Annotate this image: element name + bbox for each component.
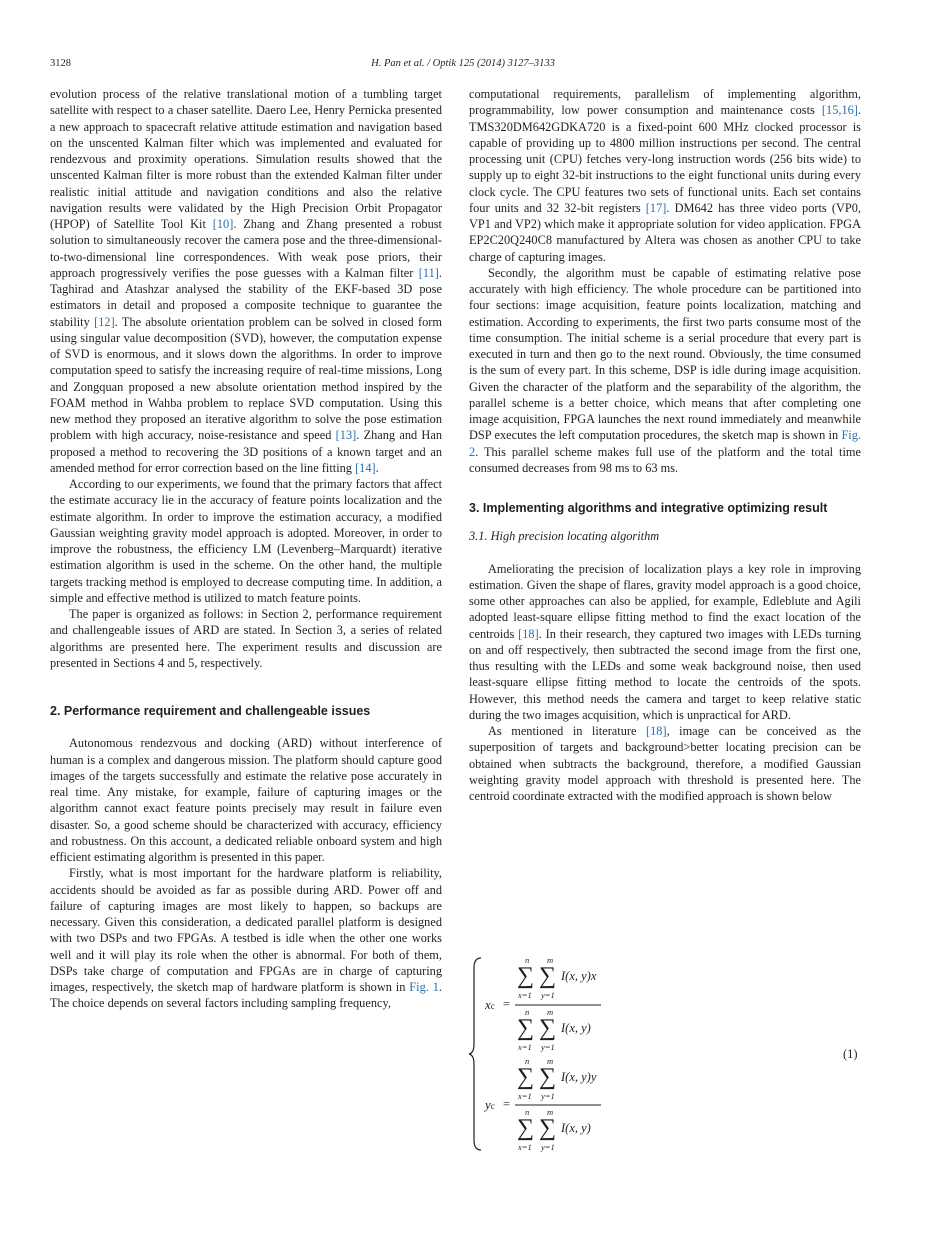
- lower-limit-y: y=1: [541, 1042, 555, 1052]
- figure-link[interactable]: Fig. 1: [409, 980, 439, 994]
- paragraph: evolution process of the relative translational motion of a tumbling target satellite with respect to a chaser satellite. Daero Lee, Henry Pernicka presented a new approach to spacecraft relative attitude estimation and navigation based on the unscented Kalman filter which was implemented and evaluated for rendezvous and proximity operations. Simulation results showed that the unscented Kalman filter is more robust than the extended Kalman filter under realistic initial attitude and navigation conditions and also the relative navigation results were validated by the High Precision Orbit Propagator (HPOP) of Satellite Tool Kit [10]. Zhang and Zhang presented a robust solution to simultaneously recover the camera pose and the three-dimensional-to-two-dimensional line correspondences. With weak pose priors, their approach progressively verifies the pose guesses with a Kalman filter [11]. Taghirad and Atashzar analysed the stability of the EKF-based 3D pose estimators in detail and proposed a composite technique to guarantee the stability [12]. The absolute orientation problem can be solved in closed form using singular value decomposition (SVD), however, the computation expense of SVD is enormous, and it slows down the algorithms. In order to improve computation speed to satisfy the increasing require of real-time missions, Long and Zongquan proposed a new absolute orientation method inspired by the FOAM method in Wahba problem to replace SVD computation. Using this new method they proposed an iterative algorithm to solve the pose estimation problem with high accuracy, noise-resistance and speed [13]. Zhang and Han proposed a method to recovering the 3D positions of a known target and an amended method for error correction based on the line fitting [14].: [50, 87, 442, 475]
- figure-link[interactable]: Fig. 2: [469, 428, 861, 459]
- paragraph: As mentioned in literature [18], image can be conceived as the superposition of targets and background>better locating precision can be obtained when subtracts the background, therefore, a modified Gaussian weighting gravity model approach with threshold is presented here. The centroid coordinate extracted with the modified approach is shown below: [469, 724, 861, 803]
- citation-link[interactable]: [12]: [94, 314, 115, 329]
- citation-link[interactable]: [18]: [518, 626, 539, 641]
- numerator-x: I(x, y)x: [561, 969, 597, 983]
- sum-symbol: ∑: [539, 1015, 557, 1041]
- lower-limit-y: y=1: [541, 990, 555, 1000]
- equals-sign: =: [503, 1097, 511, 1111]
- upper-limit-n: n: [525, 1056, 530, 1066]
- lower-limit-x: x=1: [518, 1142, 532, 1152]
- upper-limit-m: m: [547, 955, 554, 965]
- citation-link[interactable]: [14]: [355, 460, 376, 475]
- upper-limit-m: m: [547, 1107, 554, 1117]
- sum-symbol: ∑: [517, 1115, 535, 1141]
- right-column: [469, 86, 861, 804]
- paragraph: Firstly, what is most important for the hardware platform is reliability, accidents should be avoided as far as possible during ARD. Power off and failure of capturing images are most likely to happen, so backups are necessary. Given this consideration, a dedicated parallel platform is designed with two DSPs and two FPGAs. A testbed is idle when the other one works well and it will play its role when the other is abnormal. For both of them, DSPs take charge of computation and FPGAs are in charge of capturing images, respectively, the sketch map of hardware platform is shown in Fig. 1. The choice depends on several factors including sampling frequency,: [50, 866, 442, 1011]
- citation-link[interactable]: [11]: [418, 265, 439, 280]
- citation-link[interactable]: [17]: [645, 200, 667, 215]
- upper-limit-n: n: [525, 1107, 530, 1117]
- equals-sign: =: [503, 997, 511, 1011]
- sum-symbol: ∑: [517, 1064, 535, 1090]
- citation-link[interactable]: [15,16]: [821, 103, 858, 118]
- lower-limit-x: x=1: [518, 1042, 532, 1052]
- upper-limit-m: m: [547, 1007, 554, 1017]
- section-heading: 3. Implementing algorithms and integrative optimizing result: [469, 501, 828, 515]
- paragraph: Secondly, the algorithm must be capable of estimating relative pose accurately with high efficiency. The whole procedure can be partitioned into four sections: image acquisition, feature points localization, matching and estimation. According to experiments, the first two parts consume most of the time consumption. The initial scheme is a serial procedure that every part is executed in turn and then go to the next round. Obviously, the time consumed is the sum of every part. In this scheme, DSP is idle during image acquisition. Given the character of the platform and the separability of the algorithm, the parallel scheme is a better choice, which means that after completing one image acquisition, FPGA launches the next round immediately and meanwhile DSP executes the left computation procedures, the sketch map is shown in Fig. 2. This parallel scheme makes full use of the platform and the total time consumed decreases from 98 ms to 63 ms.: [469, 265, 861, 475]
- lower-limit-y: y=1: [541, 1091, 555, 1101]
- sum-symbol: ∑: [539, 963, 557, 989]
- journal-reference: H. Pan et al. / Optik 125 (2014) 3127–3133: [371, 58, 555, 69]
- section-heading: 2. Performance requirement and challengeable issues: [50, 704, 371, 718]
- sum-symbol: ∑: [517, 963, 535, 989]
- sum-symbol: ∑: [517, 1015, 535, 1041]
- citation-link[interactable]: [18]: [645, 724, 667, 738]
- upper-limit-m: m: [547, 1056, 554, 1066]
- paragraph: According to our experiments, we found that the primary factors that affect the estimate accuracy lie in the accuracy of feature points localization and the estimate algorithm. In order to improve the estimation accuracy, a modified Gaussian weighting gravity model approach is adopted. Moreover, in order to improve the robustness, the efficiency LM (Levenberg–Marquardt) iterative estimation algorithm is used in the scheme. On the other hand, the multiple targets tracking method is employed to decrease computing time. In addition, a simple and effective method is utilized to match feature points.: [50, 477, 442, 605]
- denominator: I(x, y): [561, 1021, 591, 1035]
- left-brace: [469, 958, 481, 1150]
- upper-limit-n: n: [525, 955, 530, 965]
- lower-limit-y: y=1: [541, 1142, 555, 1152]
- lhs-yc: yc: [485, 1097, 495, 1112]
- lhs-xc: xc: [485, 997, 495, 1012]
- citation-link[interactable]: [13]: [335, 428, 357, 443]
- denominator: I(x, y): [561, 1121, 591, 1135]
- paragraph: The paper is organized as follows: in Section 2, performance requirement and challengeable issues of ARD are stated. In Section 3, a series of related algorithms are presented here. The experiment results and discussion are presented in Sections 4 and 5, respectively.: [50, 607, 442, 670]
- subsection-heading: 3.1. High precision locating algorithm: [469, 529, 660, 544]
- lower-limit-x: x=1: [518, 990, 532, 1000]
- lower-limit-x: x=1: [518, 1091, 532, 1101]
- paragraph: Ameliorating the precision of localization plays a key role in improving estimation. Given the shape of flares, gravity model approach is a good choice, some other approaches can also be applied, for example, Edleblute and Agili adopted least-square ellipse fitting method to find the exact location of the centroids [18]. In their research, they captured two images with LEDs turning on and off respectively, then subtracted the second image from the first one, thus resulting with the LEDs and some weak background noise, then used least-square ellipse fitting method to locate the centroids of the spots. However, this method needs the camera and target to keep relative static during the two images acquisition, which is unpractical for ARD.: [469, 561, 861, 722]
- paragraph: Autonomous rendezvous and docking (ARD) without interference of human is a complex and dangerous mission. The platform should capture good images of the targets successfully and estimate the relative pose accurately in real time. Any mistake, for example, failure of capturing images or the algorithm cannot exact feature points precisely may result in failure even disaster. So, a good scheme should be characterized with accuracy, efficiency and robustness. On this account, a dedicated reliable onboard system and high efficient estimating algorithm is presented in this paper.: [50, 736, 442, 864]
- equation-number: (1): [843, 1047, 858, 1061]
- citation-link[interactable]: [10]: [212, 217, 234, 231]
- equation-1: [469, 952, 861, 1157]
- left-column: [50, 86, 442, 1012]
- paragraph: computational requirements, parallelism of implementing algorithm, programmability, low power consumption and maintenance costs [15,16]. TMS320DM642GDKA720 is a fixed-point 600 MHz clocked processor is capable of providing up to 4800 million instructions per second. The central processing unit (CPU) fetches very-long instruction words (256 bits wide) to supply up to eight 32-bit instructions to the eight functional units during every clock cycle. The CPU features two sets of functional units. Each set contains four units and 32 32-bit registers [17]. DM642 has three video ports (VP0, VP1 and VP2) which make it appropriate solution for video application. FPGA EP2C20Q240C8 manufactured by Altera was chosen as another CPU to take charge of capturing images.: [469, 87, 861, 264]
- sum-symbol: ∑: [539, 1064, 557, 1090]
- numerator-y: I(x, y)y: [561, 1070, 597, 1084]
- page-number: 3128: [50, 58, 71, 69]
- sum-symbol: ∑: [539, 1115, 557, 1141]
- upper-limit-n: n: [525, 1007, 530, 1017]
